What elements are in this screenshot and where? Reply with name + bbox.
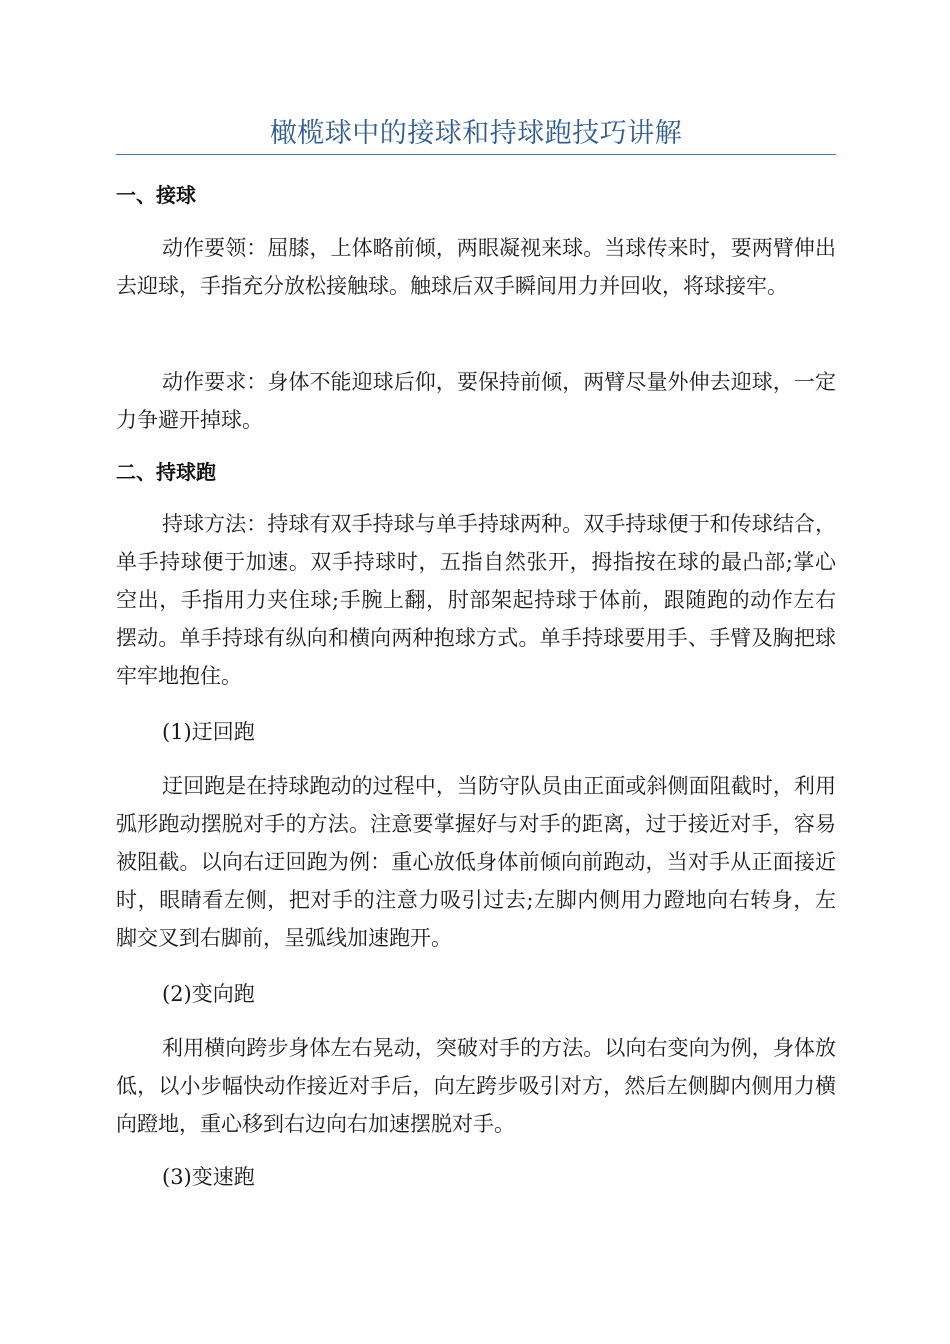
page-title: 橄榄球中的接球和持球跑技巧讲解: [269, 118, 683, 149]
catch-technique-paragraph: 动作要领：屈膝，上体略前倾，两眼凝视来球。当球传来时，要两臂伸出去迎球，手指充分放松接触球。触球后双手瞬间用力并回收，将球接牢。: [116, 236, 836, 298]
detour-run-paragraph: 迂回跑是在持球跑动的过程中，当防守队员由正面或斜侧面阻截时，利用弧形跑动摆脱对手的方法。注意要掌握好与对手的距离，过于接近对手，容易被阻截。以向右迂回跑为例：重心放低身体前倾向前跑动，当对手从正面接近时，眼睛看左侧，把对手的注意力吸引过去;左脚内侧用力蹬地向右转身，左脚交叉到右脚前，呈弧线加速跑开。: [116, 774, 836, 950]
subheading-speed-change-run: (3)变速跑: [162, 1165, 255, 1189]
catch-requirement-paragraph: 动作要求：身体不能迎球后仰，要保持前倾，两臂尽量外伸去迎球，一定力争避开掉球。: [116, 370, 836, 432]
subheading-direction-change-run: (2)变向跑: [162, 982, 255, 1006]
carry-method-paragraph: 持球方法：持球有双手持球与单手持球两种。双手持球便于和传球结合，单手持球便于加速。双手持球时，五指自然张开，拇指按在球的最凸部;掌心空出，手指用力夹住球;手腕上翻，肘部架起持球于体前，跟随跑的动作左右摆动。单手持球有纵向和横向两种抱球方式。单手持球要用手、手臂及胸把球牢牢地抱住。: [116, 512, 836, 688]
section-heading-catch: 一、接球: [116, 183, 196, 207]
direction-change-paragraph: 利用横向跨步身体左右晃动，突破对手的方法。以向右变向为例，身体放低，以小步幅快动作接近对手后，向左跨步吸引对方，然后左侧脚内侧用力横向蹬地，重心移到右边向右加速摆脱对手。: [116, 1036, 836, 1136]
section-heading-carry-run: 二、持球跑: [116, 460, 216, 484]
title-underline: [116, 154, 836, 155]
subheading-detour-run: (1)迂回跑: [162, 720, 255, 744]
